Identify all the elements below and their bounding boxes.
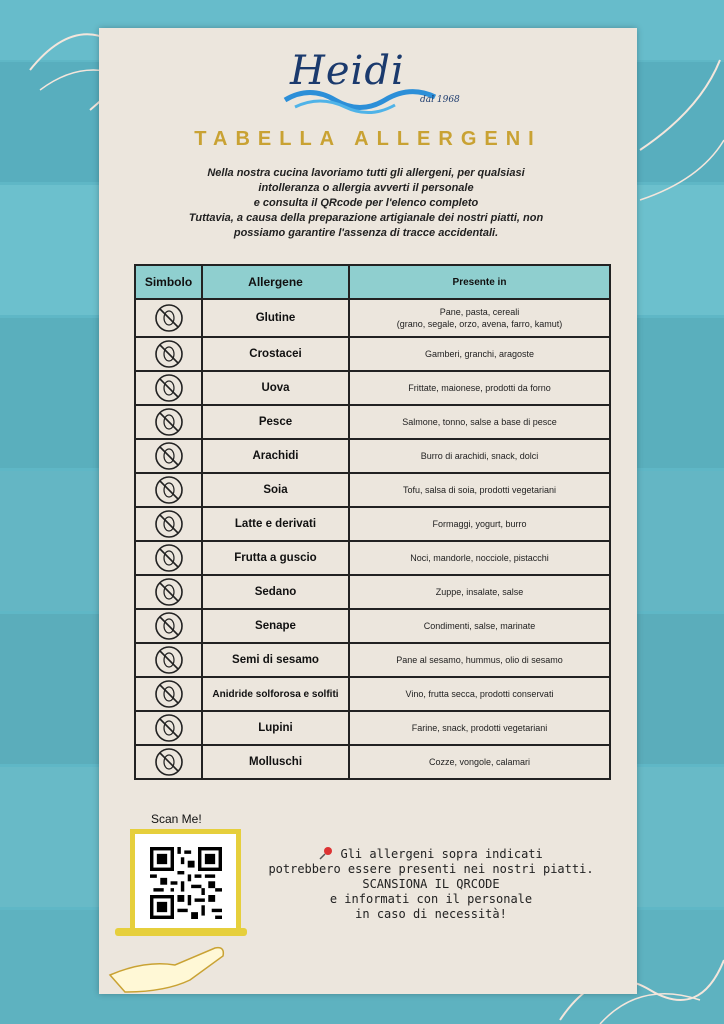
symbol-cell bbox=[135, 643, 202, 677]
brand-logo: Heidi bbox=[290, 48, 405, 94]
table-row bbox=[135, 405, 610, 439]
page-title: TABELLA ALLERGENI bbox=[194, 128, 542, 150]
symbol-cell bbox=[135, 439, 202, 473]
present-in-text: Cozze, vongole, calamari bbox=[428, 757, 531, 767]
table-row bbox=[135, 507, 610, 541]
allergen-name: Arachidi bbox=[202, 439, 349, 473]
table-row bbox=[135, 745, 610, 779]
allergen-name: Crostacei bbox=[202, 337, 349, 371]
allergen-name: Molluschi bbox=[202, 745, 349, 779]
scan-me-label: Scan Me! bbox=[151, 812, 202, 826]
allergen-name: Semi di sesamo bbox=[202, 643, 349, 677]
present-in-text: Frittate, maionese, prodotti da forno bbox=[408, 383, 551, 393]
table-row bbox=[135, 643, 610, 677]
intro-text bbox=[150, 166, 582, 241]
present-in-text: Noci, mandorle, nocciole, pistacchi bbox=[410, 553, 549, 563]
intro-line: intolleranza o allergia avverti il personale bbox=[258, 182, 474, 194]
intro-line: e consulta il QRcode per l'elenco completo bbox=[253, 197, 479, 209]
allergen-table bbox=[134, 264, 611, 780]
table-row bbox=[135, 677, 610, 711]
symbol-cell bbox=[135, 507, 202, 541]
present-in-cell bbox=[349, 473, 610, 507]
present-in-text: Farine, snack, prodotti vegetariani bbox=[411, 723, 548, 733]
nut-crossed-icon bbox=[154, 543, 184, 573]
symbol-cell bbox=[135, 405, 202, 439]
symbol-cell bbox=[135, 473, 202, 507]
present-in-text: Zuppe, insalate, salse bbox=[435, 587, 524, 597]
allergen-name: Pesce bbox=[202, 405, 349, 439]
shrimp-crossed-icon bbox=[154, 339, 184, 369]
note-line: SCANSIONA IL QRCODE bbox=[362, 877, 500, 891]
allergen-name: Soia bbox=[202, 473, 349, 507]
celery-crossed-icon bbox=[154, 577, 184, 607]
present-in-cell bbox=[349, 677, 610, 711]
present-in-text: Pane, pasta, cereali bbox=[439, 307, 520, 317]
table-header-row bbox=[135, 265, 610, 299]
table-row bbox=[135, 371, 610, 405]
table-row bbox=[135, 541, 610, 575]
pushpin-icon bbox=[319, 846, 333, 860]
lupin-crossed-icon bbox=[154, 713, 184, 743]
sulphite-crossed-icon bbox=[154, 679, 184, 709]
present-in-cell bbox=[349, 439, 610, 473]
symbol-cell bbox=[135, 575, 202, 609]
milk-crossed-icon bbox=[154, 509, 184, 539]
allergen-name: Uova bbox=[202, 371, 349, 405]
wheat-crossed-icon bbox=[154, 303, 184, 333]
intro-line: Nella nostra cucina lavoriamo tutti gli allergeni, per qualsiasi bbox=[207, 167, 525, 179]
present-in-text: (grano, segale, orzo, avena, farro, kamut) bbox=[396, 319, 563, 329]
mustard-crossed-icon bbox=[154, 611, 184, 641]
present-in-cell bbox=[349, 609, 610, 643]
allergen-name: Anidride solforosa e solfiti bbox=[202, 677, 349, 711]
note-line: potrebbero essere presenti nei nostri piatti. bbox=[268, 862, 594, 876]
footer-note bbox=[266, 846, 596, 922]
present-in-cell bbox=[349, 371, 610, 405]
allergen-name: Latte e derivati bbox=[202, 507, 349, 541]
note-line: in caso di necessità! bbox=[355, 907, 507, 921]
allergen-name: Frutta a guscio bbox=[202, 541, 349, 575]
present-in-cell bbox=[349, 299, 610, 337]
allergen-name: Sedano bbox=[202, 575, 349, 609]
table-row bbox=[135, 299, 610, 337]
present-in-cell bbox=[349, 507, 610, 541]
allergen-name: Senape bbox=[202, 609, 349, 643]
symbol-cell bbox=[135, 609, 202, 643]
column-header-symbol: Simbolo bbox=[135, 265, 202, 299]
fish-crossed-icon bbox=[154, 407, 184, 437]
present-in-cell bbox=[349, 643, 610, 677]
present-in-text: Formaggi, yogurt, burro bbox=[432, 519, 527, 529]
allergen-name: Glutine bbox=[202, 299, 349, 337]
present-in-text: Burro di arachidi, snack, dolci bbox=[420, 451, 539, 461]
present-in-text: Gamberi, granchi, aragoste bbox=[424, 349, 535, 359]
mollusc-crossed-icon bbox=[154, 747, 184, 777]
present-in-cell bbox=[349, 337, 610, 371]
soy-crossed-icon bbox=[154, 475, 184, 505]
present-in-text: Pane al sesamo, hummus, olio di sesamo bbox=[396, 655, 563, 665]
symbol-cell bbox=[135, 337, 202, 371]
present-in-text: Tofu, salsa di soia, prodotti vegetariani bbox=[402, 485, 557, 495]
table-row bbox=[135, 609, 610, 643]
table-row bbox=[135, 439, 610, 473]
note-line: e informati con il personale bbox=[329, 892, 533, 906]
sesame-crossed-icon bbox=[154, 645, 184, 675]
qr-code-frame[interactable] bbox=[130, 829, 241, 932]
present-in-cell bbox=[349, 711, 610, 745]
intro-line: possiamo garantire l'assenza di tracce accidentali. bbox=[233, 227, 499, 239]
present-in-cell bbox=[349, 745, 610, 779]
symbol-cell bbox=[135, 541, 202, 575]
egg-crossed-icon bbox=[154, 373, 184, 403]
table-row bbox=[135, 473, 610, 507]
symbol-cell bbox=[135, 371, 202, 405]
brand-since: dal 1968 bbox=[420, 95, 460, 105]
serving-hand-icon bbox=[105, 920, 255, 1000]
symbol-cell bbox=[135, 711, 202, 745]
column-header-present-in: Presente in bbox=[349, 265, 610, 299]
present-in-cell bbox=[349, 575, 610, 609]
peanut-crossed-icon bbox=[154, 441, 184, 471]
present-in-text: Condimenti, salse, marinate bbox=[423, 621, 536, 631]
present-in-cell bbox=[349, 541, 610, 575]
note-line: Gli allergeni sopra indicati bbox=[340, 847, 543, 861]
intro-line: Tuttavia, a causa della preparazione artigianale dei nostri piatti, non bbox=[188, 212, 544, 224]
table-row bbox=[135, 337, 610, 371]
present-in-text: Salmone, tonno, salse a base di pesce bbox=[402, 417, 557, 427]
present-in-text: Vino, frutta secca, prodotti conservati bbox=[405, 689, 554, 699]
table-row bbox=[135, 711, 610, 745]
symbol-cell bbox=[135, 299, 202, 337]
allergen-name: Lupini bbox=[202, 711, 349, 745]
table-row bbox=[135, 575, 610, 609]
symbol-cell bbox=[135, 745, 202, 779]
present-in-cell bbox=[349, 405, 610, 439]
symbol-cell bbox=[135, 677, 202, 711]
column-header-allergen: Allergene bbox=[202, 265, 349, 299]
qr-code-icon[interactable] bbox=[150, 847, 222, 919]
